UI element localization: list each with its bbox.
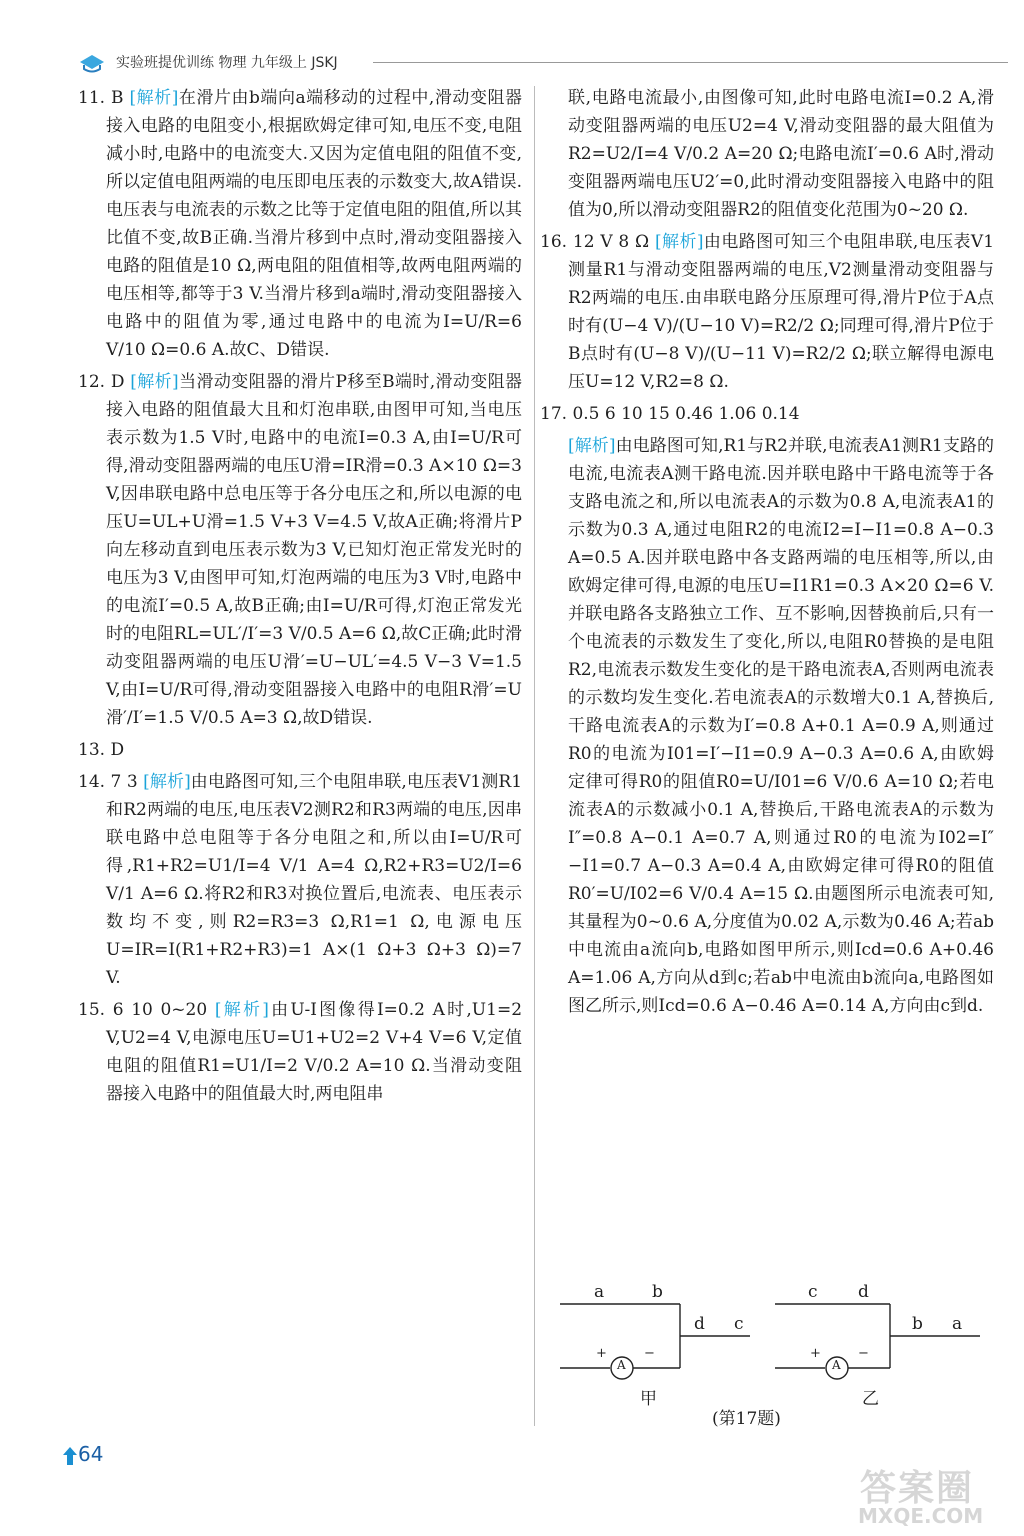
ammeter-label: A bbox=[617, 1358, 626, 1372]
circuit-figure bbox=[560, 1282, 990, 1429]
circuit-right bbox=[775, 1304, 980, 1379]
analysis-tag: [解析] bbox=[130, 372, 179, 392]
analysis-tag: [解析] bbox=[129, 88, 179, 108]
answer-item: 16. 12 V 8 Ω [解析]由电路图可知三个电阻串联,电压表V1测量R1与滑动变阻器两端的电压,V2测量滑动变阻器与R2两端的电压.由串联电路分压原理可得,滑片P位于A点时有(U−4 V)/(U−10 V)=R2/2 Ω;同理可得,滑片P位于B点时有(U−8 V)/(U−11 V)=R2/2 Ω;联立解得电源电压U=12 V,R2=8 Ω. bbox=[540, 232, 995, 392]
column-divider bbox=[534, 86, 535, 1426]
caption-right: 乙 bbox=[862, 1389, 879, 1409]
label-plus: + bbox=[810, 1346, 821, 1361]
label-c: c bbox=[808, 1282, 818, 1302]
answer-analysis: [解析]由电路图可知,R1与R2并联,电流表A1测R1支路的电流,电流表A测干路电流.因并联电路中干路电流等于各支路电流之和,所以电流表A的示数为0.8 A,电流表A1的示数为0.3 A,通过电阻R2的电流I2=I−I1=0.8 A−0.3 A=0.5 A.因并联电路中各支路两端的电压相等,所以,由欧姆定律可得,电源的电压U=I1R1=0.3 A×20 Ω=6 V.并联电路各支路独立工作、互不影响,因替换前后,只有一个电流表的示数发生了变化,所以,电阻R0替换的是电阻R2,电流表示数发生变化的是干路电流表A,否则两电流表的示数均发生变化.若电流表A的示数增大0.1 A,替换后,干路电流表A的示数为I′=0.8 A+0.1 A=0.9 A,则通过R0的电流为I01=I′−I1=0.9 A−0.3 A=0.6 A,由欧姆定律可得R0的阻值R0=U/I01=6 V/0.6 A=10 Ω;若电流表A的示数减小0.1 A,替换后,干路电流表A的示数为I″=0.8 A−0.1 A=0.7 A,则通过R0的电流为I02=I″−I1=0.7 A−0.3 A=0.4 A,由欧姆定律可得R0的阻值R0′=U/I02=6 V/0.4 A=15 Ω.由题图所示电流表可知,其量程为0~0.6 A,分度值为0.02 A,示数为0.46 A;若ab中电流由a流向b,电路如图甲所示,则Icd=0.6 A+0.46 A=1.06 A,方向从d到c;若ab中电流由b流向a,电路图如图乙所示,则Icd=0.6 A−0.46 A=0.14 A,方向由c到d. bbox=[568, 436, 994, 1016]
answer-continuation: 联,电路电流最小,由图像可知,此时电路电流I=0.2 A,滑动变阻器两端的电压U2=4 V,滑动变阻器的最大阻值为R2=U2/I=4 V/0.2 A=20 Ω;电路电流I′=0.6 A时,滑动变阻器两端电压U2′=0,此时滑动变阻器接入电路中的阻值为0,所以滑动变阻器R2的阻值变化范围为0~20 Ω. bbox=[568, 88, 994, 220]
answer-item: 11. B [解析]在滑片由b端向a端移动的过程中,滑动变阻器接入电路的电阻变小,根据欧姆定律可知,电压不变,电阻减小时,电路中的电流变大.又因为定值电阻的阻值不变,所以定值电阻两端的电压即电压表的示数变大,故A错误.电压表与电流表的示数之比等于定值电阻的阻值,所以其比值不变,故B正确.当滑片移到中点时,滑动变阻器接入电路的阻值是10 Ω,两电阻的阻值相等,故两电阻两端的电压相等,都等于3 V.当滑片移到a端时,滑动变阻器接入电路中的阻值为零,通过电路中的电流为I=U/R=6 V/10 Ω=0.6 A.故C、D错误. bbox=[78, 88, 523, 360]
caption-left: 甲 bbox=[640, 1389, 657, 1409]
answer-item: 13. D bbox=[78, 740, 125, 760]
ammeter-label: A bbox=[832, 1358, 841, 1372]
analysis-tag: [解析] bbox=[214, 1000, 269, 1020]
up-arrow-icon bbox=[62, 1446, 78, 1466]
answer-item: 12. D [解析]当滑动变阻器的滑片P移至B端时,滑动变阻器接入电路的阻值最大且和灯泡串联,由图甲可知,当电压表示数为1.5 V时,电路中的电流I=0.3 A,由I=U/R可得,滑动变阻器两端的电压U滑=IR滑=0.3 A×10 Ω=3 V,因串联电路中总电压等于各分电压之和,所以电源的电压U=UL+U滑=1.5 V+3 V=4.5 V,故A正确;将滑片P向左移动直到电压表示数为3 V,已知灯泡正常发光时的电压为3 V,由图甲可知,灯泡两端的电压为3 V时,电路中的电流I′=0.5 A,故B正确;由I=U/R可得,灯泡正常发光时的电阻RL=UL′/I′=3 V/0.5 A=6 Ω,故C正确;此时滑动变阻器两端的电压U滑′=U−UL′=4.5 V−3 V=1.5 V,由I=U/R可得,滑动变阻器接入电路中的电阻R滑′=U滑′/I′=1.5 V/0.5 A=3 Ω,故D错误. bbox=[78, 372, 523, 728]
label-d: d bbox=[858, 1282, 869, 1302]
label-minus: − bbox=[858, 1346, 869, 1361]
label-plus: + bbox=[596, 1346, 607, 1361]
analysis-tag: [解析] bbox=[143, 772, 191, 792]
label-a: a bbox=[594, 1282, 605, 1302]
answer-item: 14. 7 3 [解析]由电路图可知,三个电阻串联,电压表V1测R1和R2两端的电压,电压表V2测R2和R3两端的电压,因串联电路中总电阻等于各分电阻之和,所以由I=U/R可得,R1+R2=U1/I=4 V/1 A=4 Ω,R2+R3=U2/I=6 V/1 A=6 Ω.将R2和R3对换位置后,电流表、电压表示数均不变,则R2=R3=3 Ω,R1=1 Ω,电源电压U=IR=I(R1+R2+R3)=1 A×(1 Ω+3 Ω+3 Ω)=7 V. bbox=[78, 772, 523, 988]
header-rule bbox=[373, 62, 1008, 63]
label-b: b bbox=[912, 1314, 923, 1334]
book-logo-icon bbox=[78, 50, 106, 74]
page-header bbox=[78, 50, 1008, 76]
figure-caption: (第17题) bbox=[712, 1409, 781, 1429]
left-column bbox=[78, 84, 522, 1112]
header-title: 实验班提优训练 物理 九年级上 JSKJ bbox=[116, 55, 338, 71]
label-b: b bbox=[652, 1282, 663, 1302]
watermark: 答案圈 MXQE.COM bbox=[858, 1468, 984, 1528]
label-minus: − bbox=[644, 1346, 655, 1361]
answer-item: 15. 6 10 0~20 [解析]由U-I图像得I=0.2 A时,U1=2 V,U2=4 V,电源电压U=U1+U2=2 V+4 V=6 V,定值电阻的阻值R1=U1/I=2 V/0.2 A=10 Ω.当滑动变阻器接入电路中的阻值最大时,两电阻串 bbox=[78, 1000, 523, 1104]
label-d: d bbox=[694, 1314, 705, 1334]
analysis-tag: [解析] bbox=[568, 436, 616, 456]
right-column bbox=[540, 84, 994, 1024]
answer-item: 17. 0.5 6 10 15 0.46 1.06 0.14 bbox=[540, 404, 800, 424]
analysis-tag: [解析] bbox=[654, 232, 704, 252]
circuit-left bbox=[560, 1304, 750, 1379]
label-c: c bbox=[734, 1314, 744, 1334]
page-number: 64 bbox=[62, 1440, 108, 1470]
label-a: a bbox=[952, 1314, 963, 1334]
